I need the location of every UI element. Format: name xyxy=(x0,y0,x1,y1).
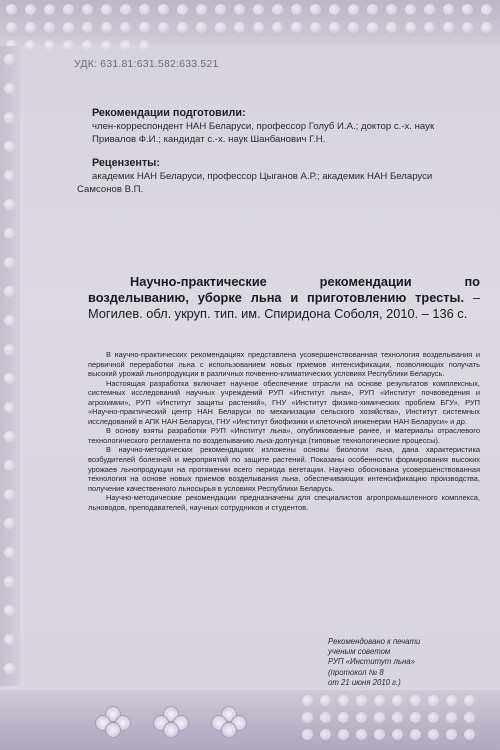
prepared-by-text: член-корреспондент НАН Беларуси, профессор Голуб И.А.; доктор с.-х. наук Привалов Ф.И.; кандидат с.-х. наук Шанбанович Г.Н. xyxy=(92,121,435,145)
flower-icon xyxy=(211,706,245,736)
decorative-top-band xyxy=(0,0,500,46)
flower-ornament xyxy=(95,706,245,736)
udk-code: УДК: 631.81:631.582:633.521 xyxy=(74,58,219,70)
dot-pattern xyxy=(302,695,492,740)
approval-line: РУП «Институт льна» xyxy=(328,657,415,667)
prepared-by-block xyxy=(92,107,474,146)
bibliographic-title xyxy=(88,274,480,322)
flower-icon xyxy=(153,706,187,736)
approval-note xyxy=(328,637,478,688)
title-bold: Научно-практические рекомендации по возделыванию, уборке льна и приготовлению тресты. xyxy=(88,274,480,305)
reviewers-block xyxy=(77,157,474,196)
approval-line: ученым советом xyxy=(328,647,391,657)
abstract-paragraph: В научно-методических рекомендациях изложены основы биологии льна, дана характеристика возбудителей болезней и мероприятий по защите растений. Показаны особенности формирования высоких урожаев льнопродукции на протяжении всего периода вегетации. Научно обоснована усовершенствованная технология на основе новых приемов возделывания льна, обеспечивающих интенсификацию производства, получение качественного льносырья в условиях Республики Беларусь. xyxy=(88,445,480,493)
approval-line: от 21 июня 2010 г.) xyxy=(328,677,401,687)
abstract xyxy=(88,350,480,512)
reviewers-text: академик НАН Беларуси, профессор Цыганов А.Р.; академик НАН Беларуси Самсонов В.П. xyxy=(77,171,433,195)
abstract-paragraph: Научно-методические рекомендации предназначены для специалистов агропромышленного комплекса, льноводов, преподавателей, научных сотрудников и студентов. xyxy=(88,493,480,512)
flower-icon xyxy=(95,706,129,736)
abstract-paragraph: Настоящая разработка включает научное обеспечение отрасли на основе результатов комплексных, системных исследований научных учреждений РУП «Институт льна», РУП «Институт почвоведения и агрохимии», РУП «Институт защиты растений», ГНУ «Институт физико-химических проблем БГУ», РУП «Научно-практический центр НАН Беларуси по механизации сельского хозяйства», Институт системных исследований в АПК НАН Беларуси, ГНУ «Институт биофизики и клеточной инженерии НАН Беларуси» и др. xyxy=(88,378,480,426)
approval-line: (протокол № 8 xyxy=(328,667,384,677)
decorative-bottom-band xyxy=(0,690,500,750)
prepared-by-heading: Рекомендации подготовили: xyxy=(92,107,246,119)
approval-line: Рекомендовано к печати xyxy=(328,637,421,646)
dot-pattern xyxy=(0,4,500,42)
decorative-left-strip xyxy=(0,46,20,686)
abstract-paragraph: В научно-практических рекомендациях представлена усовершенствованная технология возделывания и первичной переработки льна с использованием новых приемов интенсификации, позволяющих получать высокий урожай льнопродукции в различных почвенно-климатических условиях Республики Беларусь. xyxy=(88,350,480,379)
reviewers-heading: Рецензенты: xyxy=(92,157,160,169)
dot-pattern xyxy=(4,54,16,674)
abstract-paragraph: В основу взяты разработки РУП «Институт льна», опубликованные ранее, и материалы отраслевого технологического регламента по возделыванию льна-долгунца (типовые технологические процессы). xyxy=(88,426,480,445)
title-imprint: – Могилев. обл. укруп. тип. им. Спиридона Соболя, 2010. – 136 с. xyxy=(88,290,480,321)
